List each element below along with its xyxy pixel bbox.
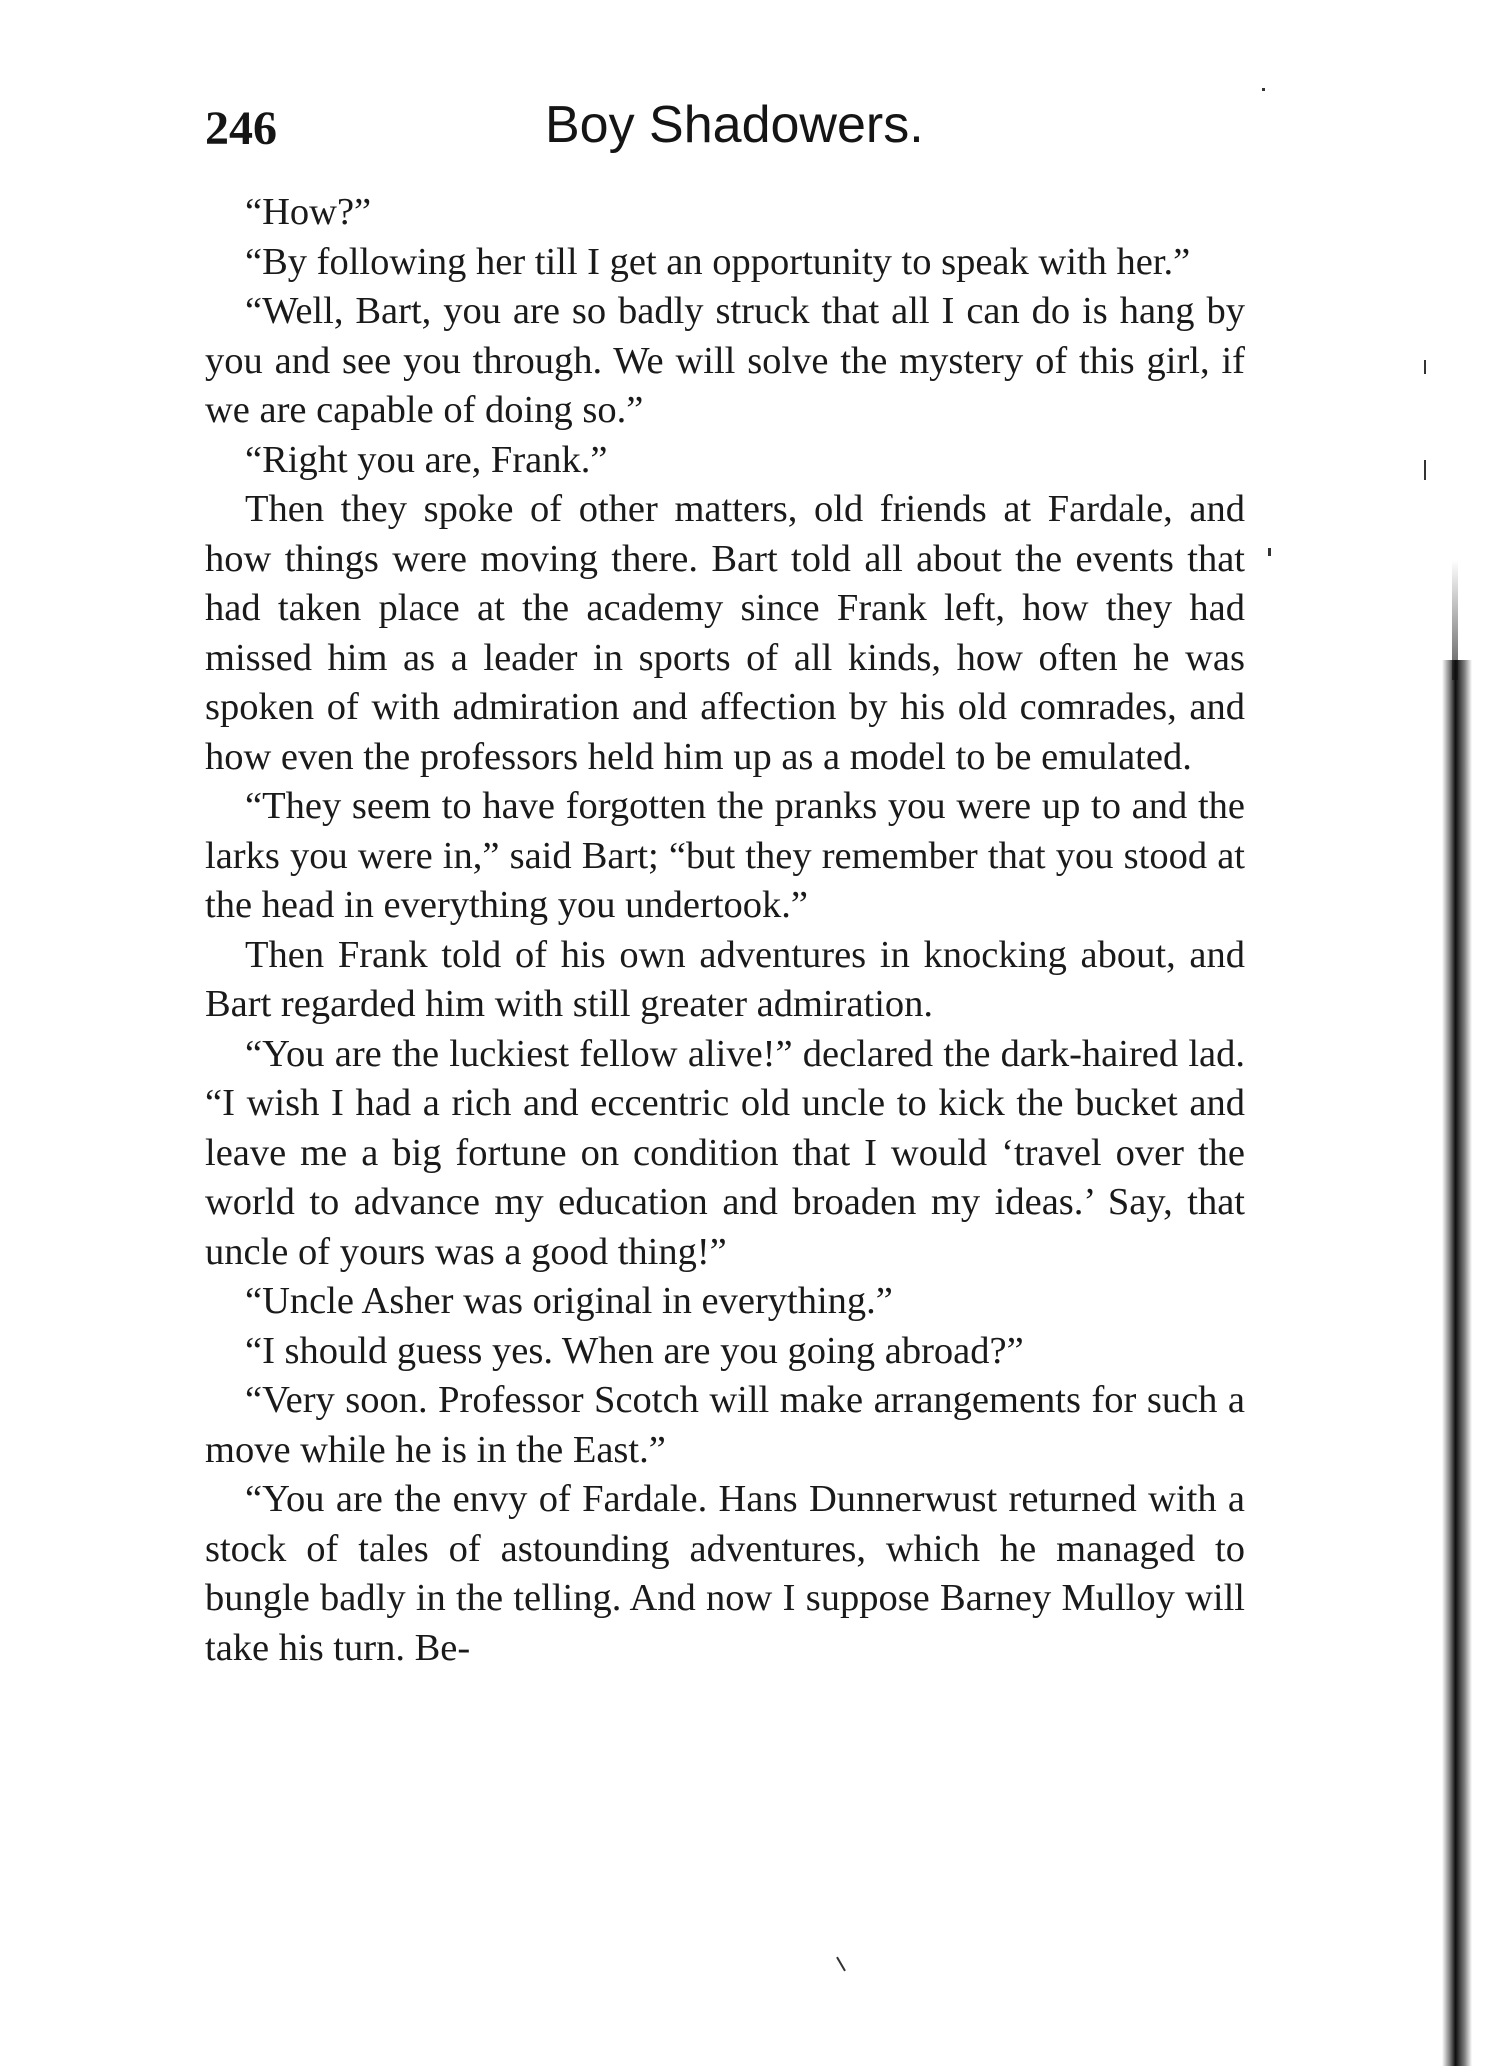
paragraph: “How?” [245, 191, 372, 233]
paragraph: “Uncle Asher was original in everything.” [245, 1280, 893, 1322]
paragraph: “Well, Bart, you are so badly struck that all I can do is hang by you and see you through. We will solve the mystery of this girl, if we are capable of doing so.” [205, 290, 1245, 431]
page-edge-shadow [1442, 660, 1472, 2066]
paragraph: “By following her till I get an opportunity to speak with her.” [245, 240, 1191, 283]
page-header [205, 95, 1245, 175]
scan-speck [1424, 460, 1426, 480]
paragraph: “Right you are, Frank.” [245, 438, 608, 481]
paragraph: “You are the envy of Fardale. Hans Dunnerwust returned with a stock of tales of astounding adventures, which he managed to bungle badly in the telling. And now I suppose Barney Mulloy will take his turn. Be- [205, 1478, 1245, 1669]
page-number: 246 [205, 102, 277, 155]
paragraph: “I should guess yes. When are you going abroad?” [245, 1329, 1024, 1372]
scan-speck [1424, 360, 1426, 374]
paragraph: Then they spoke of other matters, old friends at Fardale, and how things were moving there. Bart told all about the events that had taken place at the academy since Frank left, how they had missed him as a leader in sports of all kinds, how often he was spoken of with admiration and affection by his old comrades, and how even the professors held him up as a model to be emulated. [205, 488, 1245, 778]
body-text [205, 188, 1245, 1673]
paragraph: “Very soon. Professor Scotch will make arrangements for such a move while he is in the East.” [205, 1379, 1245, 1471]
scan-speck [836, 1957, 846, 1972]
scan-speck [1262, 88, 1265, 91]
running-title: Boy Shadowers. [545, 96, 924, 154]
scan-speck [1268, 548, 1271, 556]
paragraph: “They seem to have forgotten the pranks you were up to and the larks you were in,” said Bart; “but they remember that you stood at the head in everything you undertook.” [205, 785, 1245, 926]
paragraph: “You are the luckiest fellow alive!” declared the dark-haired lad. “I wish I had a rich and eccentric old uncle to kick the bucket and leave me a big fortune on condition that I would ‘travel over the world to advance my education and broaden my ideas.’ Say, that uncle of yours was a good thing!” [205, 1032, 1245, 1273]
paragraph: Then Frank told of his own adventures in knocking about, and Bart regarded him with still greater admiration. [205, 933, 1245, 1025]
